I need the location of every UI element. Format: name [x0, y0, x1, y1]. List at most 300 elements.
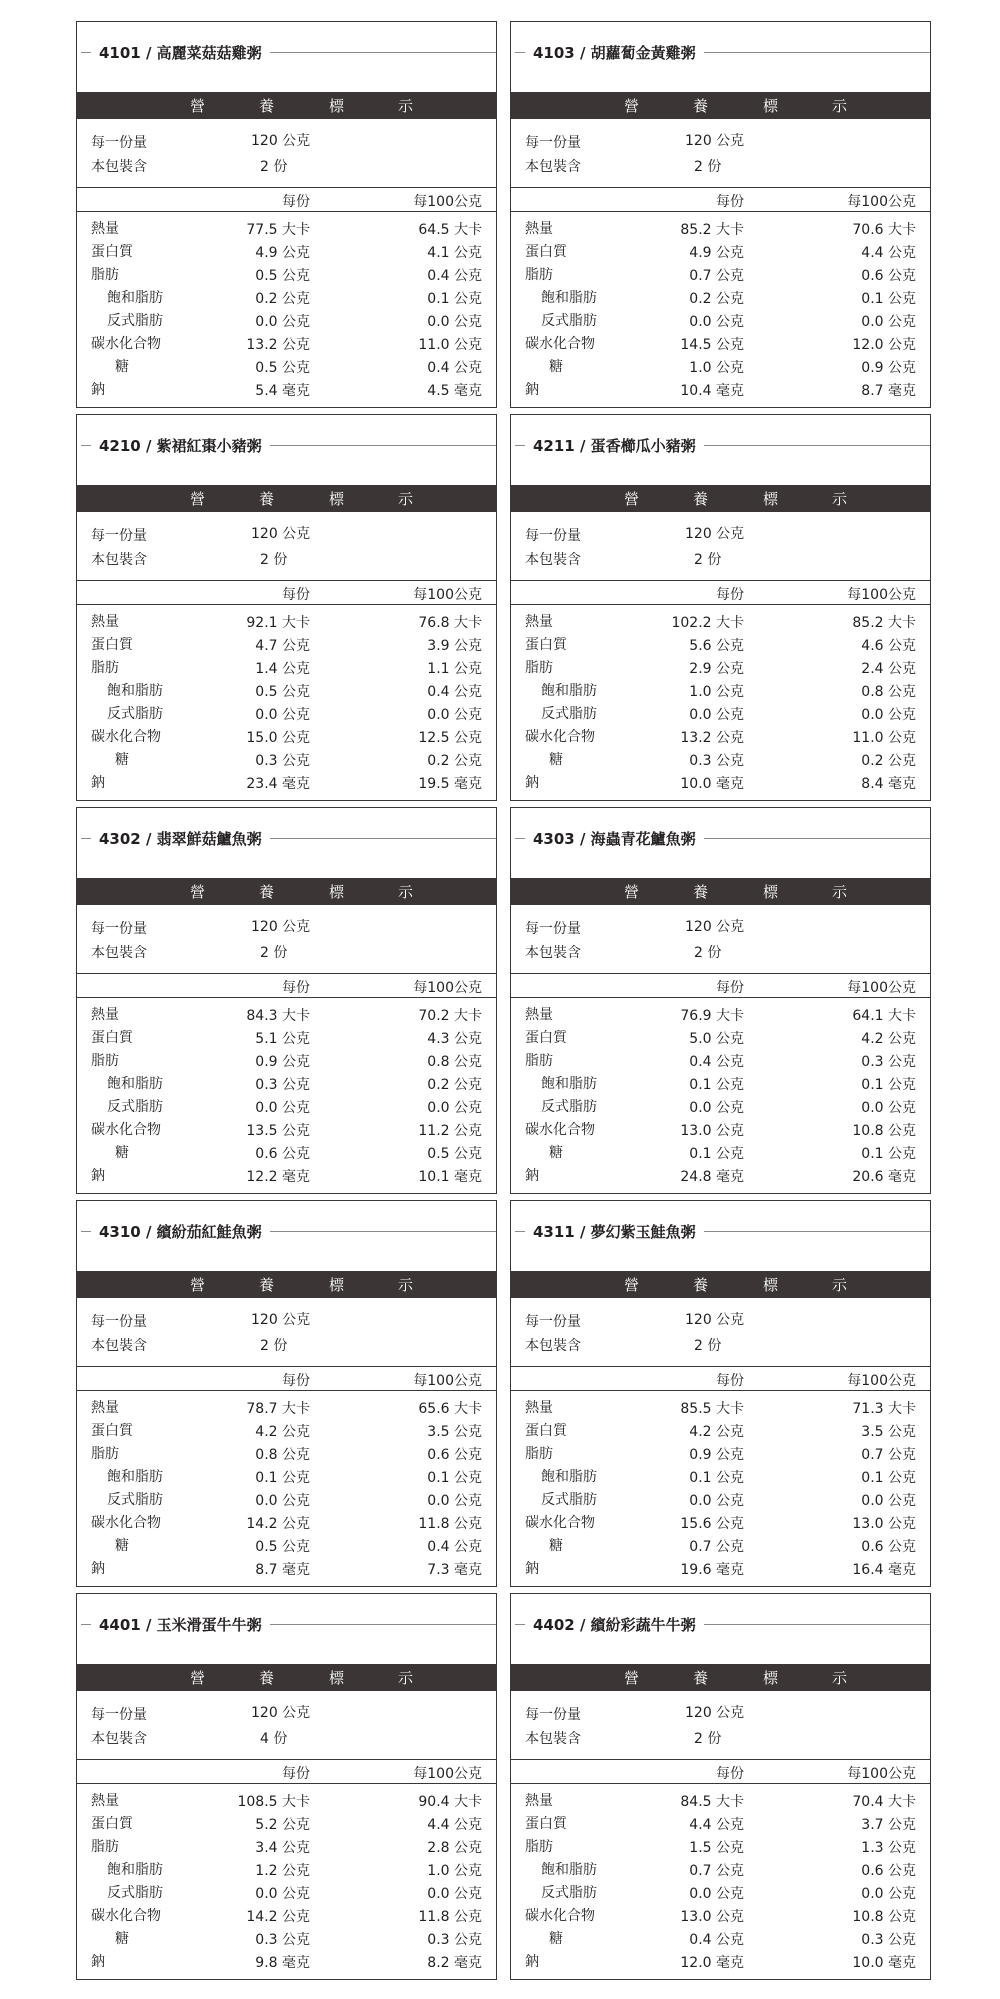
serving-size-label: 每一份量 — [91, 528, 147, 544]
banner-char: 示 — [398, 1669, 415, 1687]
serving-size-row — [525, 1311, 745, 1331]
per-100g-value: 0.0 公克 — [427, 1886, 482, 1902]
per-serving-value: 4.2 公克 — [255, 1424, 310, 1440]
banner-char: 營 — [624, 490, 641, 508]
nutrient-row-carbs — [77, 1119, 496, 1142]
nutrient-label: 糖 — [549, 1931, 563, 1947]
nutrient-row-sat-fat — [511, 1466, 930, 1489]
nutrient-row-fat — [77, 1050, 496, 1073]
banner-char: 標 — [763, 1276, 780, 1294]
banner-char: 示 — [832, 1276, 849, 1294]
nutrient-row-fat — [511, 1836, 930, 1859]
serving-size-row — [91, 525, 311, 545]
nutrient-rows — [511, 218, 930, 402]
per-100g-value: 0.3 公克 — [427, 1932, 482, 1948]
nutrient-label: 飽和脂肪 — [541, 683, 597, 699]
nutrient-label: 脂肪 — [525, 1053, 553, 1069]
nutrient-label: 碳水化合物 — [525, 1122, 595, 1138]
nutrient-row-energy — [511, 1004, 930, 1027]
nutrient-label: 飽和脂肪 — [107, 1862, 163, 1878]
nutrition-facts-banner — [511, 1664, 930, 1691]
nutrient-rows — [77, 1397, 496, 1581]
per-100g-header: 每100公克 — [847, 1766, 916, 1782]
product-title: 4103 / 胡蘿蔔金黃雞粥 — [533, 43, 696, 62]
per-100g-value: 16.4 毫克 — [852, 1562, 916, 1578]
per-serving-value: 3.4 公克 — [255, 1840, 310, 1856]
nutrient-row-fat — [77, 1443, 496, 1466]
nutrient-row-fat — [511, 264, 930, 287]
nutrient-row-protein — [77, 1420, 496, 1443]
banner-char: 標 — [763, 1669, 780, 1687]
per-serving-value: 13.0 公克 — [680, 1123, 744, 1139]
per-100g-value: 3.5 公克 — [427, 1424, 482, 1440]
nutrient-label: 反式脂肪 — [107, 1099, 163, 1115]
nutrient-row-sodium — [77, 1951, 496, 1974]
nutrient-rows — [511, 611, 930, 795]
nutrient-row-energy — [77, 1004, 496, 1027]
serving-size-label: 每一份量 — [91, 1707, 147, 1723]
servings-per-pack-label: 本包裝含 — [91, 159, 147, 175]
nutrient-row-trans-fat — [77, 1096, 496, 1119]
per-serving-value: 84.3 大卡 — [246, 1008, 310, 1024]
title-divider — [515, 52, 525, 53]
per-serving-value: 0.1 公克 — [689, 1146, 744, 1162]
serving-size-label: 每一份量 — [91, 1314, 147, 1330]
per-100g-value: 0.3 公克 — [861, 1054, 916, 1070]
per-serving-value: 0.0 公克 — [689, 314, 744, 330]
per-serving-value: 5.1 公克 — [255, 1031, 310, 1047]
nutrient-label: 脂肪 — [525, 1839, 553, 1855]
nutrient-row-sat-fat — [77, 1466, 496, 1489]
nutrient-row-protein — [511, 634, 930, 657]
title-divider — [270, 52, 496, 53]
title-divider — [515, 838, 525, 839]
banner-char: 養 — [693, 883, 710, 901]
serving-size-row — [525, 132, 745, 152]
per-100g-value: 0.2 公克 — [427, 753, 482, 769]
per-serving-value: 0.7 公克 — [689, 268, 744, 284]
nutrient-label: 熱量 — [525, 1007, 553, 1023]
banner-char: 標 — [763, 883, 780, 901]
per-serving-value: 1.5 公克 — [689, 1840, 744, 1856]
nutrient-row-energy — [77, 611, 496, 634]
column-header-row — [511, 1366, 930, 1391]
nutrient-row-carbs — [77, 726, 496, 749]
per-100g-value: 76.8 大卡 — [418, 615, 482, 631]
title-divider — [270, 445, 496, 446]
per-100g-value: 0.0 公克 — [427, 1493, 482, 1509]
nutrient-row-trans-fat — [77, 310, 496, 333]
per-100g-value: 4.4 公克 — [861, 245, 916, 261]
per-serving-value: 0.0 公克 — [255, 1100, 310, 1116]
nutrient-row-trans-fat — [511, 1882, 930, 1905]
per-100g-value: 0.1 公克 — [861, 1470, 916, 1486]
nutrient-row-protein — [77, 634, 496, 657]
per-serving-value: 4.9 公克 — [689, 245, 744, 261]
per-100g-value: 0.1 公克 — [861, 1146, 916, 1162]
banner-char: 養 — [259, 1276, 276, 1294]
per-serving-value: 0.5 公克 — [255, 1539, 310, 1555]
column-header-row — [77, 1759, 496, 1784]
title-divider — [515, 1231, 525, 1232]
nutrient-label: 糖 — [549, 359, 563, 375]
panel-title-row — [77, 1613, 496, 1635]
nutrient-row-sodium — [511, 1558, 930, 1581]
per-serving-value: 0.1 公克 — [255, 1470, 310, 1486]
panel-title-row — [511, 434, 930, 456]
nutrient-row-trans-fat — [77, 703, 496, 726]
nutrient-row-sat-fat — [77, 1073, 496, 1096]
per-serving-value: 0.7 公克 — [689, 1863, 744, 1879]
nutrient-row-energy — [77, 1790, 496, 1813]
per-100g-header: 每100公克 — [847, 194, 916, 210]
nutrient-rows — [511, 1004, 930, 1188]
nutrition-facts-banner — [77, 92, 496, 119]
panel-title-row — [511, 827, 930, 849]
nutrient-label: 蛋白質 — [91, 1030, 133, 1046]
per-100g-value: 0.9 公克 — [861, 360, 916, 376]
per-serving-value: 0.8 公克 — [255, 1447, 310, 1463]
nutrient-row-sat-fat — [511, 287, 930, 310]
panel-title-row — [511, 1613, 930, 1635]
serving-size-row — [525, 918, 745, 938]
per-serving-value: 0.6 公克 — [255, 1146, 310, 1162]
per-serving-value: 85.5 大卡 — [680, 1401, 744, 1417]
per-100g-value: 1.1 公克 — [427, 661, 482, 677]
per-100g-value: 12.0 公克 — [852, 337, 916, 353]
nutrient-row-trans-fat — [511, 1489, 930, 1512]
nutrient-label: 熱量 — [525, 1400, 553, 1416]
nutrient-label: 碳水化合物 — [525, 1515, 595, 1531]
servings-per-pack-row — [525, 156, 722, 176]
nutrient-label: 脂肪 — [91, 660, 119, 676]
per-serving-value: 0.0 公克 — [689, 1886, 744, 1902]
nutrient-row-sat-fat — [511, 1073, 930, 1096]
nutrient-label: 蛋白質 — [91, 244, 133, 260]
per-serving-value: 0.2 公克 — [255, 291, 310, 307]
nutrient-label: 糖 — [115, 359, 129, 375]
title-divider — [81, 838, 91, 839]
nutrient-label: 反式脂肪 — [107, 1885, 163, 1901]
per-serving-value: 13.2 公克 — [246, 337, 310, 353]
per-serving-value: 0.0 公克 — [255, 1493, 310, 1509]
nutrient-row-energy — [77, 218, 496, 241]
per-100g-value: 0.0 公克 — [861, 707, 916, 723]
per-100g-value: 4.2 公克 — [861, 1031, 916, 1047]
nutrition-facts-banner — [511, 485, 930, 512]
per-100g-header: 每100公克 — [413, 1766, 482, 1782]
per-serving-value: 0.3 公克 — [255, 753, 310, 769]
product-title: 4302 / 翡翠鮮菇鱸魚粥 — [99, 829, 262, 848]
nutrient-label: 蛋白質 — [91, 1816, 133, 1832]
nutrient-row-fat — [77, 657, 496, 680]
banner-char: 營 — [624, 883, 641, 901]
title-divider — [704, 1624, 930, 1625]
per-serving-value: 0.3 公克 — [689, 753, 744, 769]
nutrient-label: 鈉 — [91, 1168, 105, 1184]
banner-char: 養 — [693, 1276, 710, 1294]
nutrient-label: 碳水化合物 — [525, 729, 595, 745]
nutrient-rows — [511, 1790, 930, 1974]
per-100g-value: 0.4 公克 — [427, 684, 482, 700]
banner-char: 示 — [832, 490, 849, 508]
panel-title-row — [77, 41, 496, 63]
per-serving-header: 每份 — [282, 1766, 310, 1782]
nutrient-row-sugar — [77, 749, 496, 772]
title-divider — [704, 838, 930, 839]
servings-per-pack-value: 2 份 — [260, 552, 288, 568]
panel-title-row — [77, 827, 496, 849]
nutrient-label: 碳水化合物 — [525, 336, 595, 352]
title-divider — [704, 1231, 930, 1232]
nutrient-label: 碳水化合物 — [91, 729, 161, 745]
nutrient-label: 蛋白質 — [525, 244, 567, 260]
nutrition-facts-banner — [77, 1271, 496, 1298]
per-100g-value: 70.2 大卡 — [418, 1008, 482, 1024]
per-100g-value: 10.8 公克 — [852, 1123, 916, 1139]
nutrition-panel — [76, 21, 497, 408]
nutrient-row-carbs — [511, 1119, 930, 1142]
per-100g-value: 0.6 公克 — [861, 268, 916, 284]
serving-size-value: 120 公克 — [251, 919, 311, 935]
nutrient-label: 熱量 — [525, 1793, 553, 1809]
per-serving-value: 9.8 毫克 — [255, 1955, 310, 1971]
column-header-row — [77, 973, 496, 998]
nutrient-row-fat — [511, 1050, 930, 1073]
nutrition-panel — [510, 1200, 931, 1587]
banner-char: 標 — [329, 883, 346, 901]
banner-char: 示 — [398, 97, 415, 115]
nutrient-label: 鈉 — [525, 382, 539, 398]
per-100g-value: 2.8 公克 — [427, 1840, 482, 1856]
nutrient-rows — [77, 218, 496, 402]
nutrition-panel — [510, 1593, 931, 1980]
title-divider — [704, 52, 930, 53]
banner-char: 示 — [832, 97, 849, 115]
nutrient-label: 鈉 — [525, 1168, 539, 1184]
per-serving-header: 每份 — [716, 194, 744, 210]
banner-char: 營 — [624, 1276, 641, 1294]
nutrient-label: 碳水化合物 — [525, 1908, 595, 1924]
nutrient-row-protein — [511, 1027, 930, 1050]
nutrient-label: 熱量 — [91, 614, 119, 630]
nutrient-row-trans-fat — [77, 1489, 496, 1512]
per-serving-value: 0.4 公克 — [689, 1932, 744, 1948]
per-100g-value: 2.4 公克 — [861, 661, 916, 677]
per-100g-value: 1.3 公克 — [861, 1840, 916, 1856]
title-divider — [81, 52, 91, 53]
nutrient-row-carbs — [77, 1905, 496, 1928]
per-100g-value: 11.8 公克 — [418, 1909, 482, 1925]
nutrient-row-protein — [77, 1813, 496, 1836]
servings-per-pack-value: 2 份 — [694, 159, 722, 175]
nutrition-panel — [510, 807, 931, 1194]
nutrient-label: 反式脂肪 — [541, 1885, 597, 1901]
per-serving-value: 13.2 公克 — [680, 730, 744, 746]
per-serving-value: 2.9 公克 — [689, 661, 744, 677]
column-header-row — [511, 973, 930, 998]
per-serving-value: 5.6 公克 — [689, 638, 744, 654]
nutrient-label: 熱量 — [91, 1793, 119, 1809]
banner-char: 養 — [693, 97, 710, 115]
panel-title-row — [511, 41, 930, 63]
nutrient-label: 糖 — [549, 1538, 563, 1554]
per-100g-value: 0.4 公克 — [427, 268, 482, 284]
per-100g-value: 7.3 毫克 — [427, 1562, 482, 1578]
per-serving-value: 23.4 毫克 — [246, 776, 310, 792]
per-serving-value: 0.0 公克 — [689, 1493, 744, 1509]
banner-char: 養 — [259, 97, 276, 115]
per-serving-value: 0.1 公克 — [689, 1470, 744, 1486]
nutrient-row-trans-fat — [77, 1882, 496, 1905]
servings-per-pack-label: 本包裝含 — [525, 552, 581, 568]
per-100g-value: 85.2 大卡 — [852, 615, 916, 631]
per-100g-value: 64.1 大卡 — [852, 1008, 916, 1024]
per-100g-value: 4.3 公克 — [427, 1031, 482, 1047]
nutrient-label: 脂肪 — [91, 1446, 119, 1462]
nutrient-row-sugar — [77, 1142, 496, 1165]
per-100g-value: 20.6 毫克 — [852, 1169, 916, 1185]
per-serving-value: 5.0 公克 — [689, 1031, 744, 1047]
per-100g-value: 0.0 公克 — [861, 1100, 916, 1116]
nutrient-row-sat-fat — [511, 680, 930, 703]
nutrient-row-sodium — [511, 1165, 930, 1188]
per-100g-value: 19.5 毫克 — [418, 776, 482, 792]
nutrient-label: 熱量 — [525, 614, 553, 630]
per-100g-value: 10.8 公克 — [852, 1909, 916, 1925]
panel-title-row — [511, 1220, 930, 1242]
nutrient-row-sodium — [511, 772, 930, 795]
servings-per-pack-value: 2 份 — [694, 1338, 722, 1354]
nutrient-row-sugar — [77, 1928, 496, 1951]
nutrition-facts-banner — [77, 485, 496, 512]
product-title: 4311 / 夢幻紫玉鮭魚粥 — [533, 1222, 696, 1241]
nutrient-label: 脂肪 — [525, 660, 553, 676]
column-header-row — [511, 1759, 930, 1784]
per-serving-value: 24.8 毫克 — [680, 1169, 744, 1185]
nutrient-label: 脂肪 — [91, 1053, 119, 1069]
nutrition-panel — [76, 414, 497, 801]
banner-char: 標 — [329, 1669, 346, 1687]
per-100g-header: 每100公克 — [847, 1373, 916, 1389]
per-100g-value: 11.8 公克 — [418, 1516, 482, 1532]
per-100g-value: 71.3 大卡 — [852, 1401, 916, 1417]
nutrient-row-sugar — [511, 749, 930, 772]
nutrient-row-carbs — [77, 333, 496, 356]
nutrient-label: 糖 — [115, 1931, 129, 1947]
serving-size-value: 120 公克 — [685, 919, 745, 935]
per-serving-header: 每份 — [282, 587, 310, 603]
per-100g-value: 0.6 公克 — [427, 1447, 482, 1463]
serving-size-value: 120 公克 — [685, 1312, 745, 1328]
per-serving-value: 0.5 公克 — [255, 360, 310, 376]
nutrient-label: 飽和脂肪 — [541, 1862, 597, 1878]
per-serving-header: 每份 — [716, 1373, 744, 1389]
serving-size-value: 120 公克 — [251, 133, 311, 149]
servings-per-pack-row — [525, 549, 722, 569]
column-header-row — [511, 580, 930, 605]
nutrient-label: 熱量 — [91, 1400, 119, 1416]
title-divider — [81, 1624, 91, 1625]
banner-char: 營 — [624, 1669, 641, 1687]
per-100g-value: 11.2 公克 — [418, 1123, 482, 1139]
per-serving-value: 0.2 公克 — [689, 291, 744, 307]
nutrient-row-sat-fat — [77, 287, 496, 310]
per-serving-value: 10.4 毫克 — [680, 383, 744, 399]
per-100g-value: 0.4 公克 — [427, 1539, 482, 1555]
servings-per-pack-row — [91, 942, 288, 962]
nutrient-row-trans-fat — [511, 310, 930, 333]
banner-char: 示 — [398, 883, 415, 901]
nutrient-label: 飽和脂肪 — [107, 1469, 163, 1485]
per-100g-value: 0.8 公克 — [427, 1054, 482, 1070]
nutrient-row-energy — [511, 218, 930, 241]
nutrient-label: 糖 — [115, 752, 129, 768]
title-divider — [515, 445, 525, 446]
per-100g-value: 0.0 公克 — [861, 1493, 916, 1509]
per-serving-value: 14.2 公克 — [246, 1516, 310, 1532]
per-serving-value: 0.0 公克 — [255, 314, 310, 330]
title-divider — [81, 445, 91, 446]
nutrition-facts-banner — [77, 1664, 496, 1691]
banner-char: 營 — [190, 1669, 207, 1687]
per-100g-value: 4.6 公克 — [861, 638, 916, 654]
nutrient-row-fat — [77, 1836, 496, 1859]
per-serving-value: 13.0 公克 — [680, 1909, 744, 1925]
nutrient-row-sugar — [77, 1535, 496, 1558]
nutrient-label: 熱量 — [91, 1007, 119, 1023]
serving-size-label: 每一份量 — [525, 135, 581, 151]
per-serving-value: 108.5 大卡 — [237, 1794, 310, 1810]
nutrient-row-sodium — [511, 379, 930, 402]
serving-size-row — [91, 1311, 311, 1331]
serving-size-label: 每一份量 — [91, 135, 147, 151]
banner-char: 標 — [329, 97, 346, 115]
nutrient-label: 鈉 — [91, 1954, 105, 1970]
per-serving-value: 19.6 毫克 — [680, 1562, 744, 1578]
banner-char: 營 — [190, 883, 207, 901]
nutrient-row-sodium — [77, 1165, 496, 1188]
servings-per-pack-value: 2 份 — [260, 1338, 288, 1354]
servings-per-pack-value: 2 份 — [694, 1731, 722, 1747]
nutrient-row-sugar — [77, 356, 496, 379]
nutrient-label: 反式脂肪 — [541, 1099, 597, 1115]
nutrient-label: 蛋白質 — [525, 1423, 567, 1439]
serving-size-label: 每一份量 — [525, 921, 581, 937]
nutrient-label: 糖 — [115, 1145, 129, 1161]
serving-size-value: 120 公克 — [685, 133, 745, 149]
nutrient-row-carbs — [77, 1512, 496, 1535]
servings-per-pack-label: 本包裝含 — [525, 159, 581, 175]
nutrient-row-trans-fat — [511, 703, 930, 726]
per-100g-value: 0.4 公克 — [427, 360, 482, 376]
servings-per-pack-value: 4 份 — [260, 1731, 288, 1747]
servings-per-pack-value: 2 份 — [260, 945, 288, 961]
per-100g-value: 1.0 公克 — [427, 1863, 482, 1879]
servings-per-pack-row — [525, 1335, 722, 1355]
per-100g-value: 0.1 公克 — [861, 1077, 916, 1093]
nutrient-row-sodium — [77, 1558, 496, 1581]
per-serving-header: 每份 — [716, 980, 744, 996]
title-divider — [704, 445, 930, 446]
banner-char: 營 — [190, 97, 207, 115]
per-serving-value: 4.4 公克 — [689, 1817, 744, 1833]
banner-char: 營 — [190, 1276, 207, 1294]
banner-char: 示 — [398, 1276, 415, 1294]
per-serving-value: 14.2 公克 — [246, 1909, 310, 1925]
per-serving-value: 1.0 公克 — [689, 684, 744, 700]
column-header-row — [511, 187, 930, 212]
